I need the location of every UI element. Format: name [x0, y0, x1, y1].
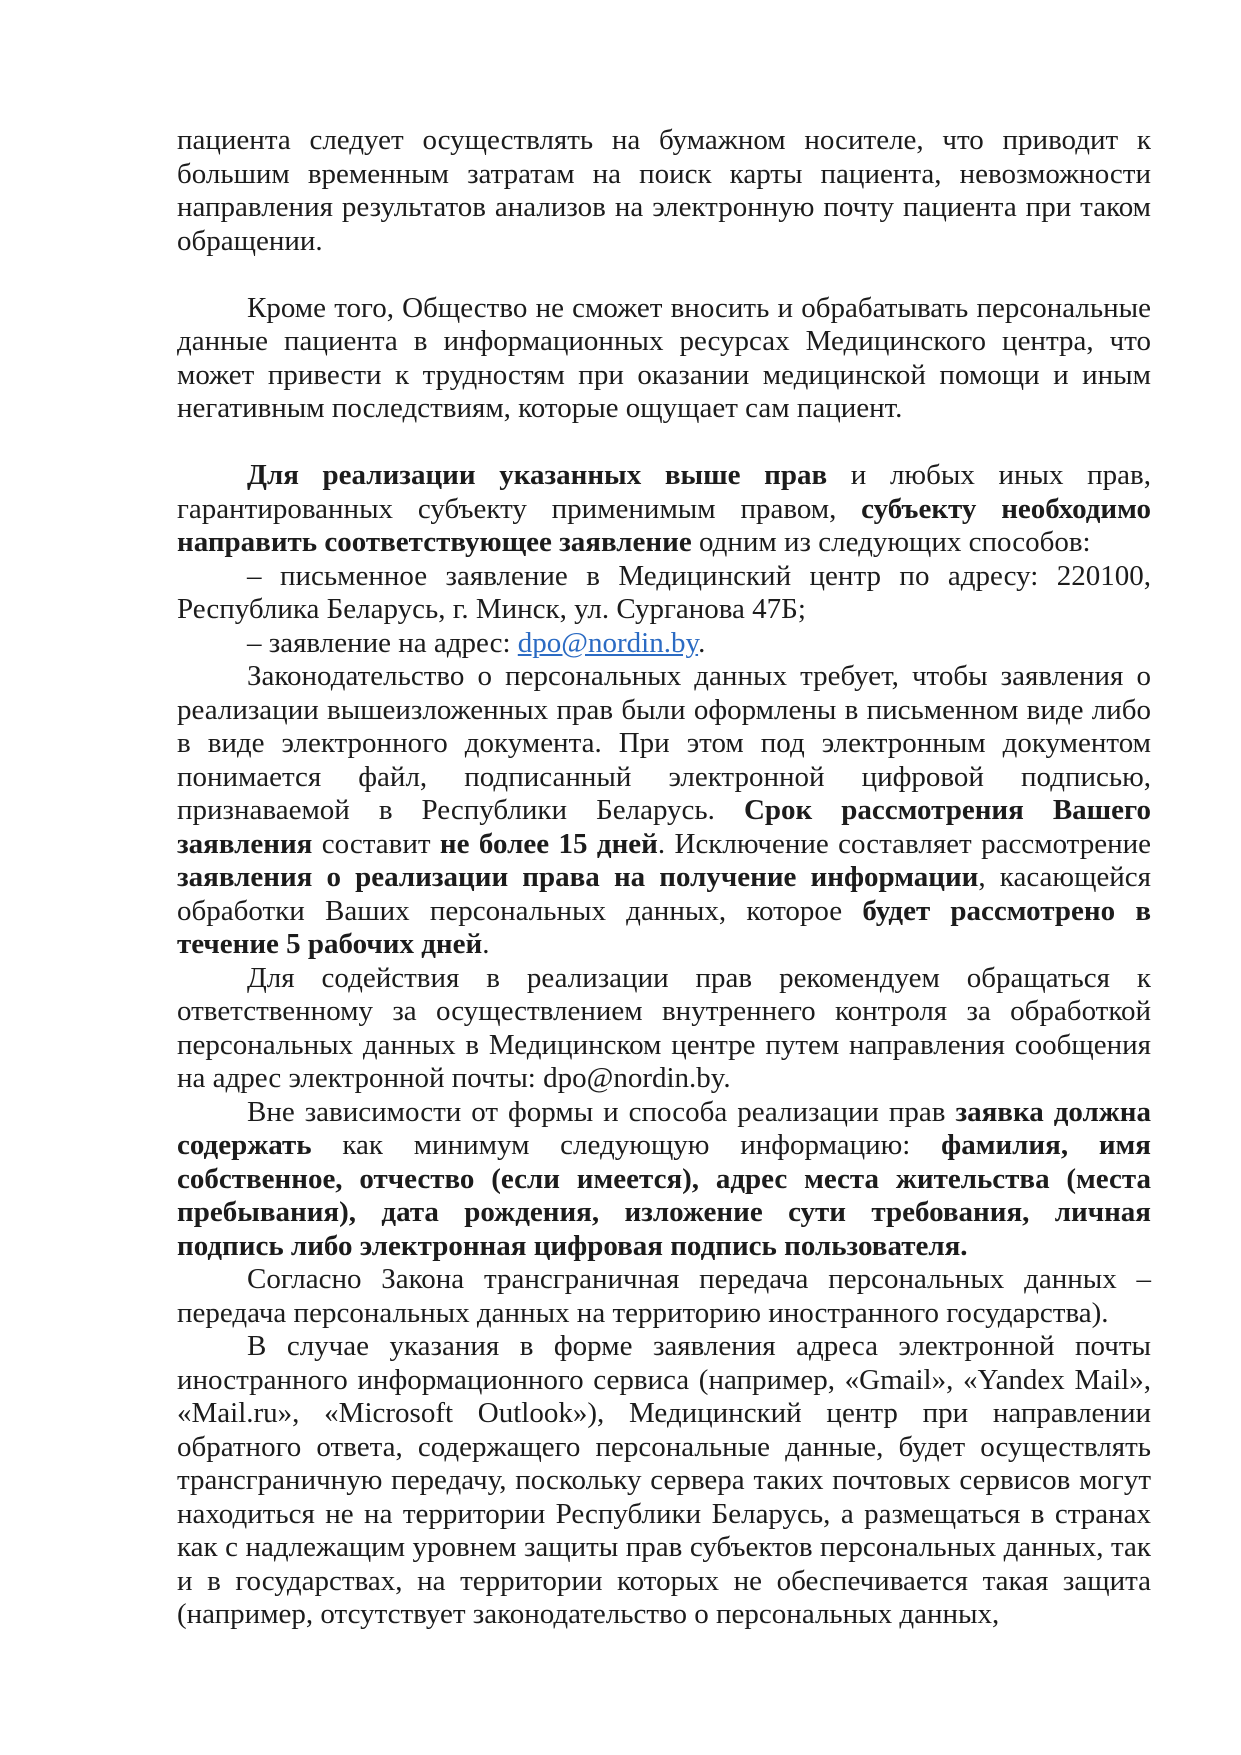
text-run: Законодательство о персональных данных требует, чтобы заявления о реализации вышеизложенных прав были оформлены в письменном виде либо в виде электронного документа. При этом под электронным документом понимается файл, подписанный электронной цифровой подписью, признаваемой в Республики Беларусь.: [177, 660, 1151, 826]
text-run: как минимум следующую информацию:: [311, 1129, 942, 1161]
text-run: будет рассмотрено в течение 5 рабочих дней: [177, 894, 1151, 960]
document-body: [177, 124, 1151, 1632]
paragraph: [177, 1330, 1151, 1632]
text-run: и любых иных прав, гарантированных субъекту применимым правом,: [177, 459, 1151, 525]
text-run: составит: [312, 827, 440, 860]
text-run: заявления о реализации права на получение информации: [177, 861, 979, 893]
text-run: заявка должна содержать: [177, 1095, 1151, 1161]
text-run: не более 15 дней: [439, 827, 658, 860]
text-run: .: [698, 626, 706, 659]
text-run: субъекту необходимо направить соответствующее заявление: [177, 492, 1151, 558]
paragraph: [177, 1263, 1151, 1330]
paragraph: [177, 627, 1151, 661]
text-run: – заявление на адрес:: [247, 626, 518, 659]
paragraph: [177, 459, 1151, 560]
text-run: фамилия, имя собственное, отчество (если имеется), адрес места жительства (места пребывания), дата рождения, изложение сути требования, личная подпись либо электронная цифровая подпись пользователя.: [177, 1129, 1151, 1262]
text-run: одним из следующих способов:: [691, 526, 1091, 558]
text-run: Для реализации указанных выше прав: [247, 459, 828, 491]
paragraph: [177, 962, 1151, 1096]
text-run: В случае указания в форме заявления адреса электронной почты иностранного информационного сервиса (например, «Gmail», «Yandex Mail», «Mail.ru», «Microsoft Outlook»), Медицинский центр при направлении обратного ответа, содержащего персональные данные, будет осуществлять трансграничную передачу, поскольку сервера таких почтовых сервисов могут находиться не на территории Республики Беларусь, а размещаться в странах как с надлежащим уровнем защиты прав субъектов персональных данных, так и в государствах, на территории которых не обеспечивается такая защита (например, отсутствует законодательство о персональных данных,: [177, 1330, 1151, 1630]
paragraph: [177, 660, 1151, 962]
text-run: пациента следует осуществлять на бумажном носителе, что приводит к большим временным затратам на поиск карты пациента, невозможности направления результатов анализов на электронную почту пациента при таком обращении.: [177, 124, 1151, 257]
text-run: Для содействия в реализации прав рекомендуем обращаться к ответственному за осуществлением внутреннего контроля за обработкой персональных данных в Медицинском центре путем направления сообщения на адрес электронной почты: dpo@nordin.by.: [177, 961, 1151, 1094]
text-run: .: [482, 928, 490, 960]
paragraph: [177, 560, 1151, 627]
text-run: Вне зависимости от формы и способа реализации прав: [247, 1095, 956, 1128]
text-run: Согласно Закона трансграничная передача персональных данных – передача персональных данных на территорию иностранного государства).: [177, 1263, 1151, 1329]
text-run: Кроме того, Общество не сможет вносить и обрабатывать персональные данные пациента в информационных ресурсах Медицинского центра, что может привести к трудностям при оказании медицинской помощи и иным негативным последствиям, которые ощущает сам пациент.: [177, 291, 1151, 424]
text-run: Срок рассмотрения Вашего заявления: [177, 794, 1151, 860]
paragraph: [177, 124, 1151, 258]
paragraph: [177, 292, 1151, 426]
text-run: , касающейся обработки Ваших персональных данных, которое: [177, 861, 1152, 927]
email-link[interactable]: dpo@nordin.by: [517, 626, 699, 659]
paragraph: [177, 1096, 1151, 1264]
text-run: . Исключение составляет рассмотрение: [657, 827, 1151, 860]
text-run: – письменное заявление в Медицинский центр по адресу: 220100, Республика Беларусь, г. Минск, ул. Сурганова 47Б;: [177, 559, 1151, 625]
